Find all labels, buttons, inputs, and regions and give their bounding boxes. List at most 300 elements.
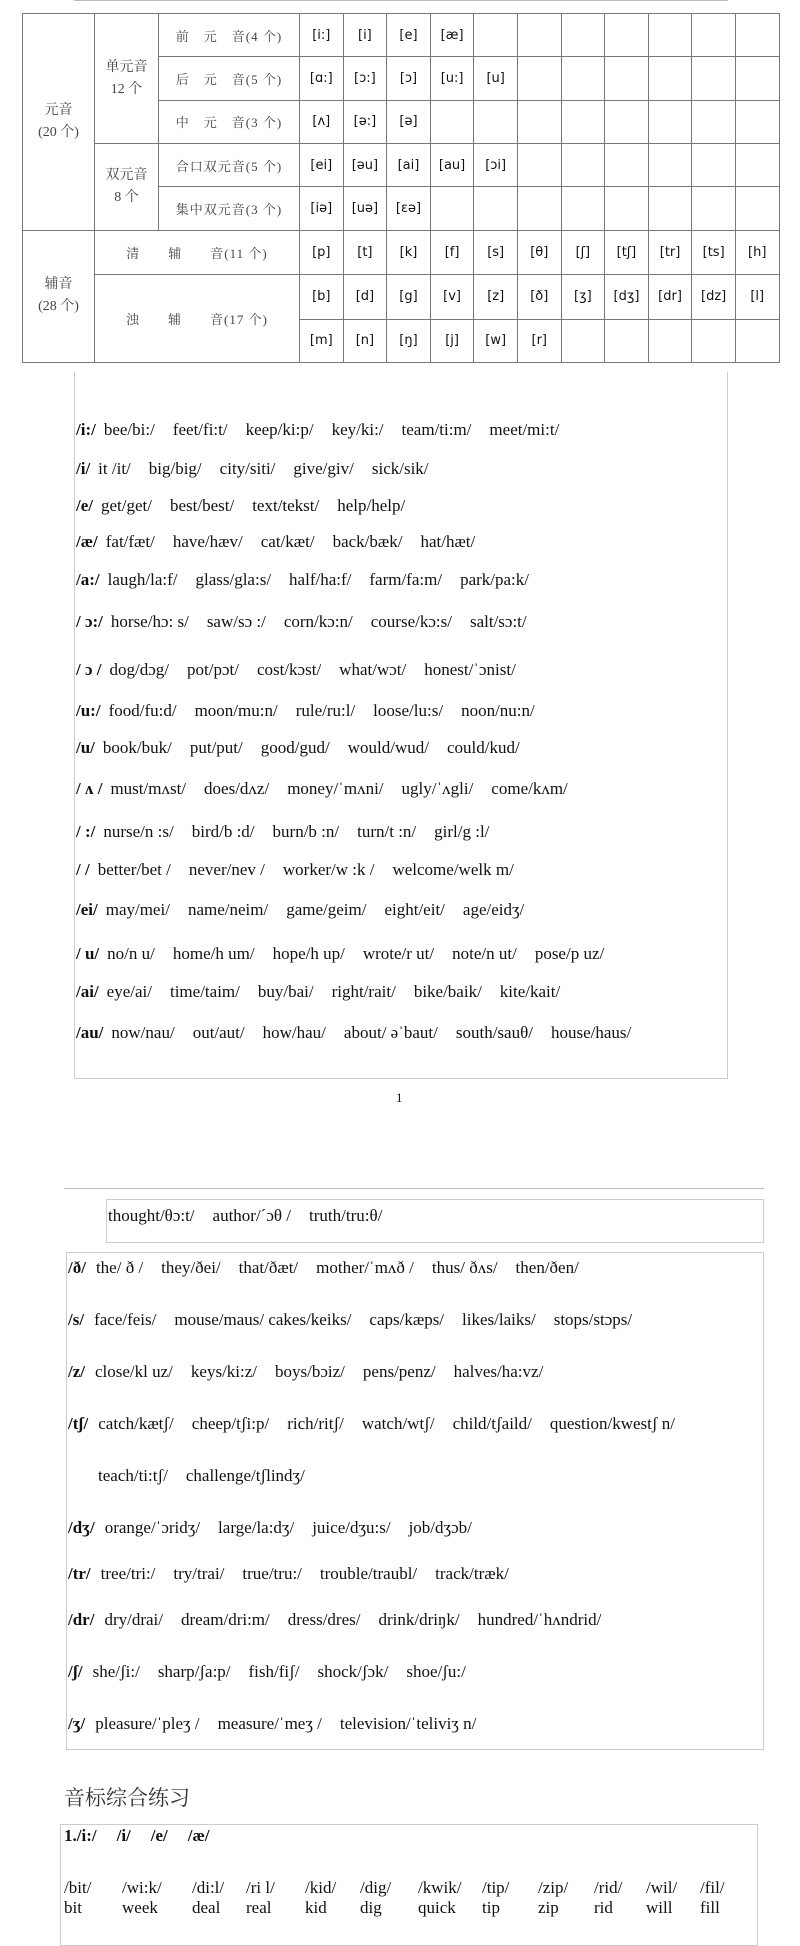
voiceless-label-cell: 清 辅 音(11 个): [95, 230, 300, 274]
vowel-subtype-cell: 集中双元音(3 个): [159, 187, 300, 230]
phonetic-symbol-cell: [tr]: [648, 230, 692, 274]
phonetic-symbol-cell: [517, 14, 561, 57]
phoneme-example-row: [68, 1258, 597, 1278]
example-word: house/haus/: [550, 1023, 632, 1042]
example-word: noon/nu:n/: [461, 701, 535, 720]
phoneme-key: /ai/: [76, 982, 99, 1001]
phonetic-symbol-cell: [ə]: [387, 100, 431, 143]
phonetic-symbol-cell: [n]: [343, 319, 387, 362]
exercise-word-column: [360, 1878, 391, 1918]
example-word: best/best/: [169, 496, 235, 515]
phonetic-symbol-cell: [i]: [343, 14, 387, 57]
phonetic-symbol-cell: [648, 144, 692, 187]
vowel-subtype-cell: 中 元 音(3 个): [159, 100, 300, 143]
example-word: now/nau/: [111, 1023, 175, 1042]
example-word: fish/fiʃ/: [248, 1662, 300, 1681]
phonetic-symbol-cell: [u:]: [430, 57, 474, 100]
example-word: half/ha:f/: [289, 570, 352, 589]
phoneme-example-row: [76, 779, 586, 799]
exercise-word: dig: [360, 1898, 382, 1917]
exercise-phoneme: /i/: [116, 1826, 131, 1845]
phoneme-example-row: [76, 982, 578, 1002]
exercise-word: rid: [594, 1898, 613, 1917]
example-word: horse/hɔ: s/: [110, 612, 189, 631]
phoneme-key: /au/: [76, 1023, 104, 1042]
example-word: that/ðæt/: [238, 1258, 299, 1277]
phoneme-key: /u:/: [76, 701, 101, 720]
diphthong-cell: [95, 144, 159, 231]
section-title: 音标综合练习: [64, 1786, 190, 1810]
phonetic-symbol-cell: [561, 57, 605, 100]
example-word: age/eidʒ/: [462, 900, 525, 919]
example-word: team/ti:m/: [401, 420, 472, 439]
phonetic-symbol-cell: [ə:]: [343, 100, 387, 143]
phonetic-symbol-cell: [735, 57, 779, 100]
exercise-word: zip: [538, 1898, 559, 1917]
phonetic-symbol-cell: [b]: [300, 275, 344, 319]
phoneme-key: /a:/: [76, 570, 100, 589]
phonetic-symbol-cell: [517, 100, 561, 143]
phonetic-symbol-cell: [u]: [474, 57, 518, 100]
example-word: does/dʌz/: [204, 779, 270, 798]
example-word: laugh/la:f/: [107, 570, 178, 589]
phonetic-symbol-cell: [648, 187, 692, 230]
example-word: time/taim/: [169, 982, 240, 1001]
phoneme-example-row: [76, 860, 532, 880]
phoneme-key: /tʃ/: [68, 1414, 89, 1433]
phonetic-symbol-cell: [648, 57, 692, 100]
example-word: may/mei/: [105, 900, 170, 919]
example-word: key/ki:/: [331, 420, 384, 439]
phonetic-symbol-cell: [ei]: [300, 144, 344, 187]
phonetic-symbol-cell: [561, 100, 605, 143]
phoneme-example-row: [76, 738, 538, 758]
example-word: bird/b :d/: [191, 822, 255, 841]
exercise-word-column: [122, 1878, 162, 1918]
exercise-word: fill: [700, 1898, 720, 1917]
phonetic-symbol-cell: [z]: [474, 275, 518, 319]
phonetic-symbol-cell: [m]: [300, 319, 344, 362]
example-word: name/neim/: [187, 900, 269, 919]
phoneme-key: /z/: [68, 1362, 85, 1381]
phoneme-example-row: [68, 1310, 650, 1330]
example-word: caps/kæps/: [369, 1310, 445, 1329]
exercise-phonetic: /wi:k/: [122, 1878, 162, 1897]
phoneme-key: /u/: [76, 738, 95, 757]
example-word: trouble/traubl/: [319, 1564, 418, 1583]
chart-row: [23, 14, 780, 57]
phoneme-key: /ʃ/: [68, 1662, 83, 1681]
exercise-phonetic: /kwik/: [418, 1878, 462, 1897]
phoneme-example-row: [68, 1610, 619, 1630]
phonetic-symbol-cell: [517, 187, 561, 230]
example-word: boys/bɔiz/: [275, 1362, 345, 1381]
consonant-count: (28 个): [38, 299, 79, 315]
exercise-phoneme: 1./i:/: [64, 1826, 97, 1845]
phoneme-key: / :/: [76, 822, 96, 841]
example-word: eye/ai/: [106, 982, 152, 1001]
example-word: worker/w :k /: [282, 860, 375, 879]
exercise-phonetic: /rid/: [594, 1878, 623, 1897]
example-word: they/ðei/: [161, 1258, 221, 1277]
phonetic-symbol-cell: [474, 187, 518, 230]
phoneme-example-row: [76, 532, 493, 552]
phonetic-symbol-cell: [h]: [735, 230, 779, 274]
example-word: must/mʌst/: [110, 779, 187, 798]
example-word: nurse/n :s/: [103, 822, 174, 841]
phonetic-symbol-cell: [ʒ]: [561, 275, 605, 319]
exercise-phonetic: /wil/: [646, 1878, 678, 1897]
phonetic-symbol-cell: [əu]: [343, 144, 387, 187]
example-word: what/wɔt/: [339, 660, 407, 679]
example-word: good/gud/: [260, 738, 330, 757]
exercise-word: tip: [482, 1898, 500, 1917]
phoneme-key: / /: [76, 860, 90, 879]
vowel-category-cell: [23, 14, 95, 231]
example-word: face/feis/: [94, 1310, 157, 1329]
phonetic-symbol-cell: [430, 187, 474, 230]
phonetic-symbol-cell: [692, 100, 736, 143]
voiced-label-cell: 浊 辅 音(17 个): [95, 275, 300, 363]
phoneme-key: / u/: [76, 944, 100, 963]
example-word: keys/ki:z/: [190, 1362, 258, 1381]
example-word: welcome/welk m/: [392, 860, 514, 879]
diphthong-label: 双元音: [105, 167, 148, 183]
example-word: note/n ut/: [452, 944, 517, 963]
phoneme-example-row: [98, 1466, 323, 1486]
example-word: then/ðen/: [515, 1258, 579, 1277]
example-word: right/rait/: [331, 982, 396, 1001]
diphthong-count: 8 个: [114, 189, 139, 205]
exercise-word: week: [122, 1898, 158, 1917]
phonetic-symbol-cell: [dʒ]: [605, 275, 649, 319]
phoneme-example-row: [68, 1518, 490, 1538]
phonetic-symbol-cell: [ʃ]: [561, 230, 605, 274]
example-word: pleasure/ˈpleʒ /: [95, 1714, 200, 1733]
phonetic-symbol-cell: [474, 14, 518, 57]
phoneme-example-row: [76, 1023, 649, 1043]
phonetic-symbol-cell: [ai]: [387, 144, 431, 187]
phonetic-symbol-cell: [692, 14, 736, 57]
phonetic-symbol-cell: [θ]: [517, 230, 561, 274]
example-word: text/tekst/: [252, 496, 320, 515]
exercise-phonetic: /zip/: [538, 1878, 569, 1897]
phoneme-example-row: [76, 701, 553, 721]
page-number: 1: [396, 1090, 403, 1105]
exercise-phonetic: /fil/: [700, 1878, 725, 1897]
phoneme-example-row: [76, 496, 423, 516]
phonetic-symbol-cell: [561, 187, 605, 230]
example-word: large/la:dʒ/: [218, 1518, 295, 1537]
example-word: kite/kait/: [499, 982, 561, 1001]
example-word: moon/mu:n/: [194, 701, 278, 720]
example-word: measure/ˈmeʒ /: [217, 1714, 322, 1733]
example-word: fat/fæt/: [105, 532, 155, 551]
example-word: big/big/: [148, 459, 202, 478]
exercise-1-header: [64, 1826, 230, 1846]
example-word: sick/sik/: [371, 459, 429, 478]
phonetic-symbol-cell: [ʌ]: [300, 100, 344, 143]
phonetic-symbol-cell: [692, 319, 736, 362]
phonetic-chart-table: [22, 13, 780, 363]
example-word: hundred/ˈhʌndrid/: [477, 1610, 602, 1629]
phonetic-symbol-cell: [648, 319, 692, 362]
example-word: tree/tri:/: [100, 1564, 156, 1583]
exercise-word-column: [418, 1878, 461, 1918]
consonant-category-cell: [23, 230, 95, 362]
example-word: give/giv/: [293, 459, 354, 478]
example-word: game/geim/: [286, 900, 367, 919]
phoneme-key: / ɔ:/: [76, 612, 103, 631]
phonetic-symbol-cell: [605, 57, 649, 100]
phoneme-example-row: [76, 900, 542, 920]
exercise-phonetic: /kid/: [305, 1878, 337, 1897]
phoneme-key: / ɔ /: [76, 660, 102, 679]
example-word: television/ˈteliviʒ n/: [339, 1714, 477, 1733]
example-word: sharp/ʃa:p/: [157, 1662, 231, 1681]
example-word: farm/fa:m/: [369, 570, 443, 589]
example-word: back/bæk/: [332, 532, 403, 551]
phoneme-example-row: [68, 1414, 693, 1434]
example-word: mother/ˈmʌð /: [316, 1258, 414, 1277]
example-word: rule/ru:l/: [295, 701, 356, 720]
exercise-phonetic: /di:l/: [192, 1878, 225, 1897]
monophthong-label: 单元音: [105, 59, 148, 75]
example-word: orange/ˈɔridʒ/: [104, 1518, 201, 1537]
exercise-word-column: [482, 1878, 509, 1918]
phoneme-key: /æ/: [76, 532, 98, 551]
phonetic-symbol-cell: [ɔ:]: [343, 57, 387, 100]
example-word: cat/kæt/: [260, 532, 315, 551]
phoneme-example-row: [68, 1714, 494, 1734]
example-word: track/træk/: [435, 1564, 509, 1583]
phoneme-example-row: [76, 459, 447, 479]
example-word: bike/baik/: [413, 982, 482, 1001]
phonetic-symbol-cell: [dz]: [692, 275, 736, 319]
exercise-word-column: [64, 1878, 91, 1918]
example-word: get/get/: [101, 496, 152, 515]
example-word: hope/h up/: [272, 944, 345, 963]
example-word: burn/b :n/: [272, 822, 340, 841]
phonetic-symbol-cell: [692, 187, 736, 230]
phonetic-symbol-cell: [ɔ]: [387, 57, 431, 100]
example-word: corn/kɔ:n/: [283, 612, 353, 631]
example-word: could/kud/: [446, 738, 520, 757]
phoneme-example-row: [76, 944, 622, 964]
phoneme-example-row: [76, 420, 577, 440]
example-word: dog/dɔg/: [109, 660, 169, 679]
example-word: cost/kɔst/: [256, 660, 322, 679]
example-word: put/put/: [189, 738, 243, 757]
phonetic-symbol-cell: [d]: [343, 275, 387, 319]
exercise-phoneme: /æ/: [187, 1826, 210, 1845]
phonetic-symbol-cell: [p]: [300, 230, 344, 274]
phonetic-symbol-cell: [605, 144, 649, 187]
chart-row: [23, 275, 780, 319]
example-word: ugly/ˈʌgli/: [401, 779, 474, 798]
phonetic-symbol-cell: [735, 319, 779, 362]
example-word: dry/drai/: [104, 1610, 163, 1629]
exercise-word: bit: [64, 1898, 82, 1917]
phoneme-key: / ʌ /: [76, 779, 103, 798]
phonetic-symbol-cell: [735, 100, 779, 143]
example-word: wrote/r ut/: [362, 944, 435, 963]
example-word: home/h um/: [172, 944, 255, 963]
phoneme-example-row: [68, 1564, 527, 1584]
example-word: job/dʒɔb/: [408, 1518, 472, 1537]
vowel-label: 元音: [44, 102, 73, 118]
phoneme-example-row: [76, 570, 547, 590]
phoneme-key: /i:/: [76, 420, 96, 439]
example-word: halves/ha:vz/: [453, 1362, 544, 1381]
phonetic-symbol-cell: [k]: [387, 230, 431, 274]
phonetic-symbol-cell: [517, 57, 561, 100]
phonetic-symbol-cell: [ŋ]: [387, 319, 431, 362]
phonetic-symbol-cell: [561, 14, 605, 57]
phonetic-symbol-cell: [εə]: [387, 187, 431, 230]
phonetic-symbol-cell: [474, 100, 518, 143]
example-word: come/kʌm/: [491, 779, 568, 798]
monophthong-count: 12 个: [110, 81, 143, 97]
phonetic-symbol-cell: [g]: [387, 275, 431, 319]
exercise-word-column: [700, 1878, 725, 1918]
phonetic-symbol-cell: [æ]: [430, 14, 474, 57]
example-word: honest/ˈɔnist/: [424, 660, 516, 679]
phonetic-symbol-cell: [w]: [474, 319, 518, 362]
exercise-word-column: [538, 1878, 568, 1918]
exercise-phonetic: /dig/: [360, 1878, 392, 1897]
example-word: money/ˈmʌni/: [287, 779, 384, 798]
chart-row: [23, 230, 780, 274]
phonetic-symbol-cell: [561, 319, 605, 362]
exercise-word-column: [646, 1878, 677, 1918]
example-word: help/help/: [337, 496, 406, 515]
phoneme-key: /s/: [68, 1310, 85, 1329]
example-word: girl/g :l/: [434, 822, 490, 841]
example-word: question/kwestʃ n/: [549, 1414, 676, 1433]
example-word: glass/gla:s/: [195, 570, 272, 589]
example-word: never/nev /: [188, 860, 265, 879]
example-word: rich/ritʃ/: [287, 1414, 344, 1433]
example-word: better/bet /: [97, 860, 171, 879]
phonetic-symbol-cell: [au]: [430, 144, 474, 187]
exercise-word-column: [305, 1878, 336, 1918]
phonetic-symbol-cell: [s]: [474, 230, 518, 274]
example-word: dress/dres/: [287, 1610, 361, 1629]
phonetic-symbol-cell: [tʃ]: [605, 230, 649, 274]
phonetic-symbol-cell: [735, 14, 779, 57]
example-word: she/ʃi:/: [92, 1662, 140, 1681]
example-word: pose/p uz/: [534, 944, 605, 963]
phonetic-symbol-cell: [648, 14, 692, 57]
example-word: author/ˊɔθ /: [212, 1206, 292, 1225]
phonetic-symbol-cell: [ɔi]: [474, 144, 518, 187]
example-word: thus/ ðʌs/: [431, 1258, 498, 1277]
example-word: would/wud/: [347, 738, 429, 757]
phonetic-symbol-cell: [j]: [430, 319, 474, 362]
example-word: south/sauθ/: [455, 1023, 533, 1042]
example-word: meet/mi:t/: [489, 420, 560, 439]
phoneme-key: /ei/: [76, 900, 98, 919]
phonetic-symbol-cell: [ɑ:]: [300, 57, 344, 100]
exercise-word-column: [246, 1878, 275, 1918]
phoneme-key: /i/: [76, 459, 91, 478]
example-word: it /it/: [98, 459, 131, 478]
example-word: catch/kætʃ/: [98, 1414, 174, 1433]
phonetic-symbol-cell: [i:]: [300, 14, 344, 57]
example-word: child/tʃaild/: [452, 1414, 532, 1433]
exercise-phonetic: /ri l/: [246, 1878, 275, 1897]
exercise-word: will: [646, 1898, 673, 1917]
phonetic-symbol-cell: [605, 187, 649, 230]
phoneme-example-row: [76, 822, 507, 842]
exercise-word-column: [594, 1878, 622, 1918]
page2-top-rule: [64, 1188, 764, 1189]
exercise-phonetic: /bit/: [64, 1878, 92, 1897]
example-word: true/tru:/: [242, 1564, 302, 1583]
example-word: how/hau/: [262, 1023, 326, 1042]
example-word: stops/stɔps/: [553, 1310, 633, 1329]
page2-continuation-line: [108, 1206, 400, 1226]
exercise-word: deal: [192, 1898, 221, 1917]
example-word: close/kl uz/: [95, 1362, 173, 1381]
vowel-subtype-cell: 合口双元音(5 个): [159, 144, 300, 187]
example-word: course/kɔ:s/: [370, 612, 452, 631]
phonetic-symbol-cell: [ð]: [517, 275, 561, 319]
chart-row: [23, 144, 780, 187]
example-word: buy/bai/: [257, 982, 314, 1001]
phonetic-symbol-cell: [692, 57, 736, 100]
example-word: challenge/tʃlindʒ/: [185, 1466, 305, 1485]
exercise-word: kid: [305, 1898, 327, 1917]
example-word: drink/driŋk/: [378, 1610, 460, 1629]
phonetic-symbol-cell: [561, 144, 605, 187]
phoneme-key: /ð/: [68, 1258, 86, 1277]
example-word: bee/bi:/: [103, 420, 155, 439]
example-word: saw/sɔ :/: [206, 612, 266, 631]
example-word: feet/fi:t/: [172, 420, 228, 439]
example-word: hat/hæt/: [420, 532, 476, 551]
vowel-subtype-cell: 前 元 音(4 个): [159, 14, 300, 57]
example-word: shoe/ʃu:/: [406, 1662, 466, 1681]
example-word: pens/penz/: [362, 1362, 436, 1381]
phonetic-symbol-cell: [735, 144, 779, 187]
phoneme-example-row: [68, 1362, 561, 1382]
consonant-label: 辅音: [44, 277, 73, 293]
exercise-word: quick: [418, 1898, 456, 1917]
phonetic-symbol-cell: [605, 100, 649, 143]
phonetic-symbol-cell: [430, 100, 474, 143]
phonetic-symbol-cell: [v]: [430, 275, 474, 319]
exercise-word-column: [192, 1878, 224, 1918]
vowel-count: (20 个): [38, 124, 79, 140]
example-word: shock/ʃɔk/: [317, 1662, 389, 1681]
example-word: food/fu:d/: [108, 701, 177, 720]
phonetic-symbol-cell: [r]: [517, 319, 561, 362]
example-word: juice/dʒu:s/: [312, 1518, 391, 1537]
phonetic-symbol-cell: [t]: [343, 230, 387, 274]
example-word: pot/pɔt/: [187, 660, 239, 679]
example-word: cheep/tʃi:p/: [191, 1414, 270, 1433]
phonetic-symbol-cell: [iə]: [300, 187, 344, 230]
phoneme-example-row: [68, 1662, 484, 1682]
example-word: try/trai/: [173, 1564, 225, 1583]
phonetic-symbol-cell: [648, 100, 692, 143]
example-word: teach/ti:tʃ/: [98, 1466, 168, 1485]
phonetic-symbol-cell: [ts]: [692, 230, 736, 274]
example-word: city/siti/: [219, 459, 276, 478]
example-word: truth/tru:θ/: [309, 1206, 383, 1225]
